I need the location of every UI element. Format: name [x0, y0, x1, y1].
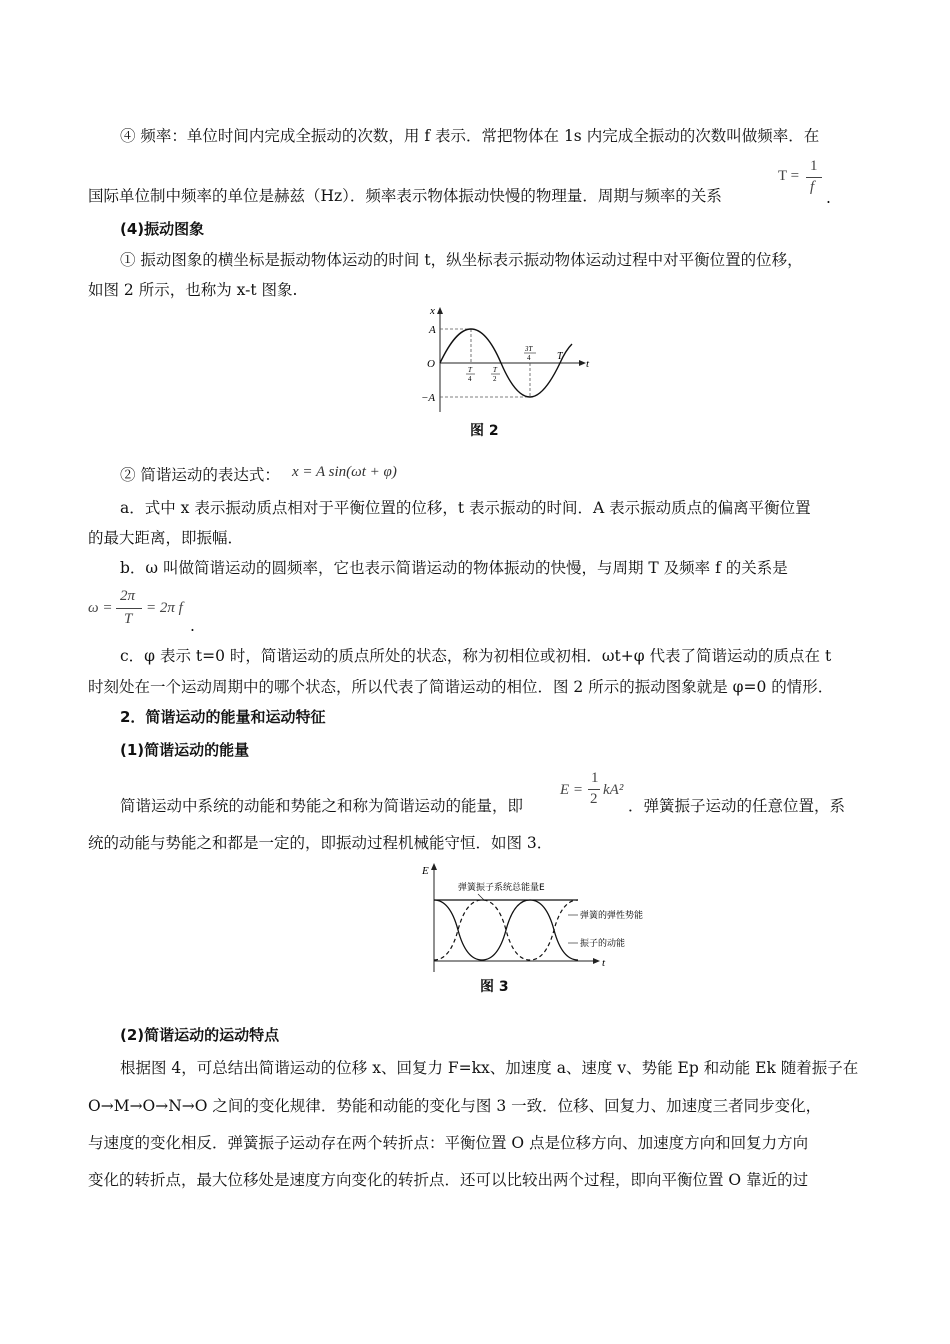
item-c-line-2: 时刻处在一个运动周期中的哪个状态，所以代表了简谐运动的相位．图 2 所示的振动图象就是 φ=0 的情形．: [88, 678, 834, 696]
tick-3q-num: 3T: [525, 345, 533, 353]
motion-para-line-1: 根据图 4，可总结出简谐运动的位移 x、回复力 F=kx、加速度 a、速度 v、势能 Ep 和动能 Ek 随着振子在: [120, 1059, 859, 1077]
x-axis-label: t: [586, 358, 590, 370]
formula-rhs: kA²: [603, 782, 624, 798]
frequency-line-2: 国际单位制中频率的单位是赫兹（Hz）．频率表示物体振动快慢的物理量．周期与频率的关系: [88, 187, 722, 205]
formula-numerator: 2π: [120, 588, 136, 604]
x-axis-arrow: [579, 360, 586, 366]
figure-2-sine-graph: [412, 304, 602, 416]
tick-quarter-num: T: [468, 366, 472, 374]
expression-label: ② 简谐运动的表达式：: [120, 466, 280, 484]
y-axis-arrow: [437, 307, 443, 314]
graph-para-line-1: ① 振动图象的横坐标是振动物体运动的时间 t，纵坐标表示振动物体运动过程中对平衡位置的位移，: [120, 251, 803, 269]
expression-formula: x = A sin(ωt + φ): [292, 464, 397, 480]
label-total-energy: 弹簧振子系统总能量E: [458, 883, 545, 893]
formula-numerator: 1: [810, 158, 818, 174]
figure-3-caption: 图 3: [480, 979, 509, 995]
item-c-line-1: c．φ 表示 t=0 时，简谐运动的质点所处的状态，称为初相位或初相．ωt+φ 代表了简谐运动的质点在 t: [120, 647, 832, 665]
heading-vibration-graph: (4)振动图象: [120, 220, 205, 238]
item-b-line-1: b．ω 叫做简谐运动的圆频率，它也表示简谐运动的物体振动的快慢，与周期 T 及频率 f 的关系是: [120, 559, 788, 577]
figure-2-caption: 图 2: [470, 423, 499, 439]
heading-motion-features: (2)简谐运动的运动特点: [120, 1026, 280, 1044]
formula-lhs: E =: [560, 782, 584, 798]
formula-denominator: 2: [590, 791, 598, 807]
tick-3q-den: 4: [527, 354, 531, 362]
heading-energy-features: 2．简谐运动的能量和运动特征: [120, 708, 326, 726]
tick-half-den: 2: [493, 375, 497, 383]
y-axis-label: x: [430, 305, 435, 317]
formula-numerator: 1: [591, 770, 599, 786]
label-kinetic-energy: 振子的动能: [580, 939, 626, 949]
motion-para-line-2: O→M→O→N→O 之间的变化规律．势能和动能的变化与图 3 一致．位移、回复力、加速度三者同步变化，: [88, 1097, 822, 1115]
item-a-line-2: 的最大距离，即振幅．: [88, 529, 244, 547]
kinetic-energy-curve: [434, 900, 578, 960]
formula-lhs: ω =: [88, 600, 113, 616]
formula-denominator: T: [124, 611, 133, 627]
tick-half-num: T: [493, 366, 497, 374]
heading-energy: (1)简谐运动的能量: [120, 741, 250, 759]
x-axis-label: t: [602, 957, 606, 969]
y-axis-arrow: [431, 863, 437, 870]
label-potential-energy: 弹簧的弹性势能: [580, 911, 644, 921]
graph-para-line-2: 如图 2 所示，也称为 x-t 图象.: [88, 281, 298, 299]
amplitude-label: A: [429, 324, 436, 336]
tick-full-period: T: [557, 351, 563, 362]
item-b-end: .: [190, 617, 195, 635]
formula-lhs: T =: [778, 168, 800, 184]
formula-denominator: f: [810, 179, 815, 195]
tick-quarter-den: 4: [468, 375, 472, 383]
formula-rhs: = 2π f: [146, 600, 183, 616]
neg-amplitude-label: −A: [421, 392, 436, 404]
period-frequency-formula: [778, 158, 828, 208]
y-axis-label: E: [422, 865, 429, 877]
x-axis-arrow: [593, 958, 600, 964]
origin-label: O: [427, 358, 435, 370]
energy-para-line-1: 简谐运动中系统的动能和势能之和称为简谐运动的能量，即: [120, 797, 524, 815]
motion-para-line-4: 变化的转折点，最大位移处是速度方向变化的转折点．还可以比较出两个过程，即向平衡位置 O 靠近的过: [88, 1171, 809, 1189]
frequency-line-1: ④ 频率：单位时间内完成全振动的次数，用 f 表示．常把物体在 1s 内完成全振动的次数叫做频率．在: [120, 127, 820, 145]
frequency-line-end: .: [826, 189, 831, 207]
angular-frequency-formula: [88, 588, 218, 634]
item-a-line-1: a．式中 x 表示振动质点相对于平衡位置的位移，t 表示振动的时间．A 表示振动质点的偏离平衡位置: [120, 499, 811, 517]
figure-3-energy-graph: [418, 858, 648, 974]
energy-para-line-1-tail: ．弹簧振子运动的任意位置，系: [628, 797, 846, 815]
motion-para-line-3: 与速度的变化相反．弹簧振子运动存在两个转折点：平衡位置 O 点是位移方向、加速度方向和回复力方向: [88, 1134, 809, 1152]
energy-para-line-2: 统的动能与势能之和都是一定的，即振动过程机械能守恒．如图 3．: [88, 834, 553, 852]
